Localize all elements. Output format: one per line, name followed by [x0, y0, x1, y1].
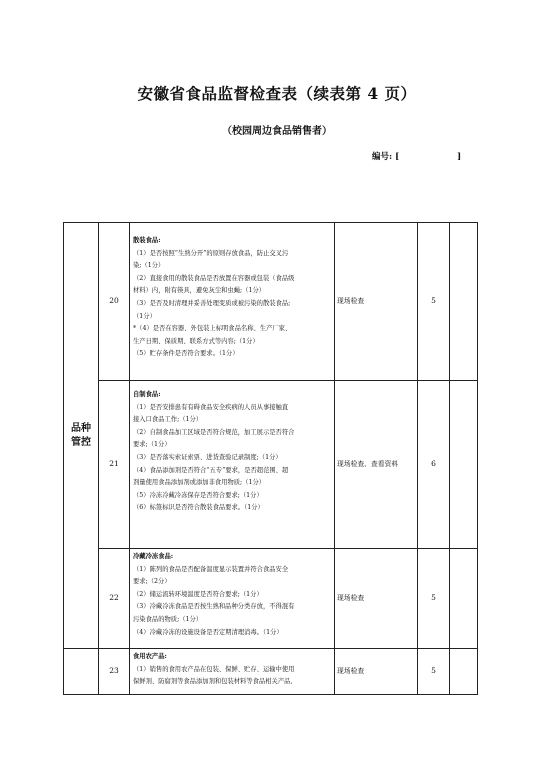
item-heading: 自制食品: — [133, 391, 161, 398]
item-score: 5 — [418, 549, 450, 649]
result-cell[interactable] — [450, 223, 478, 381]
item-content — [130, 381, 335, 549]
result-cell[interactable] — [450, 649, 478, 695]
requirement-line: （1）陈列的食品是否配备温度显示装置并符合食品安全 — [133, 565, 289, 573]
requirement-line: （6）标签标识是否符合散装食品要求。（1分） — [133, 504, 264, 512]
requirement-line: 生产日期、保质期、联系方式等内容;（1分） — [133, 337, 259, 345]
requirement-line: 接入口食品工作;（1分） — [133, 416, 203, 424]
document-title: 安徽省食品监督检查表（续表第 4 页） — [137, 84, 417, 103]
code-label: 编号: — [372, 152, 393, 162]
inspection-method: 现场检查 — [335, 649, 418, 695]
requirement-line: 剂量使用食品添加剂或添加非食用物质;（1分） — [133, 479, 266, 487]
item-content — [130, 549, 335, 649]
table-row — [64, 549, 478, 649]
table-row — [64, 223, 478, 381]
requirement-line: 染;（1分） — [133, 262, 165, 270]
item-number: 22 — [99, 549, 130, 649]
item-number: 20 — [99, 223, 130, 381]
requirement-line: （1）销售的食用农产品在包装、保鲜、贮存、运输中使用 — [133, 665, 295, 673]
table-row — [64, 649, 478, 695]
requirement-line: （2）储运流转环境温度是否符合要求;（1分） — [133, 590, 263, 598]
inspection-method: 现场检查 — [335, 549, 418, 649]
requirement-line: 污染食品的物质;（1分） — [133, 615, 203, 623]
inspection-method: 现场检查 — [335, 223, 418, 381]
requirement-line: （4）冷藏冷冻的设施设备是否定期清理消毒。（1分） — [133, 628, 283, 636]
requirement-line: （1）是否按照“生熟分开”的原则存放食品，防止交叉污 — [133, 249, 289, 257]
item-heading: 散装食品: — [133, 237, 161, 244]
category-label: 管控 — [71, 436, 91, 448]
code-field — [372, 150, 461, 162]
item-score: 6 — [418, 381, 450, 549]
requirement-line: （1）是否安排患有有碍食品安全疾病的人员从事接触直 — [133, 403, 289, 411]
item-heading: 食用农产品: — [133, 653, 167, 660]
item-number: 23 — [99, 649, 130, 695]
result-cell[interactable] — [450, 549, 478, 649]
requirement-line: （2）直接食用的散装食品是否放置在容器或包装（食品级 — [133, 274, 295, 282]
item-number: 21 — [99, 381, 130, 549]
item-score: 5 — [418, 223, 450, 381]
requirement-line: 要求;（1分） — [133, 441, 171, 449]
code-close-bracket: ] — [457, 152, 462, 162]
requirement-line: 材料）内，附有筷具，避免灰尘和虫蝇;（1分） — [133, 287, 266, 295]
requirement-line: （1分） — [133, 312, 156, 320]
item-score: 5 — [418, 649, 450, 695]
requirement-line: （5）冷冻冷藏冷冻保存是否符合要求;（1分） — [133, 491, 263, 499]
item-heading: 冷藏冷冻食品: — [133, 553, 174, 560]
result-cell[interactable] — [450, 381, 478, 549]
item-content — [130, 223, 335, 381]
code-open-bracket: [ — [395, 152, 400, 162]
category-cell-empty — [64, 649, 99, 695]
requirement-line: （3）是否落实索证索票、进货查验记录制度;（1分） — [133, 453, 282, 461]
inspection-table — [63, 222, 478, 695]
category-cell — [64, 223, 99, 649]
table-row — [64, 381, 478, 549]
requirement-line: （5）贮存条件是否符合要求。（1分） — [133, 350, 239, 358]
requirement-line: （2）自制食品加工区域是否符合规范，加工展示是否符合 — [133, 428, 295, 436]
inspection-method: 现场检查、查看资料 — [335, 381, 418, 549]
requirement-line: （3）冷藏冷冻食品是否按生熟和品种分类存放，不得混有 — [133, 603, 295, 611]
requirement-line: *（4）是否在容器、外包装上标明食品名称、生产厂家、 — [133, 325, 292, 333]
requirement-line: 要求;（2分） — [133, 578, 171, 586]
document-subtitle: （校园周边食品销售者） — [222, 126, 332, 137]
category-label: 品种 — [71, 422, 91, 434]
requirement-line: （3）是否及时清理并妥善处理变质或被污染的散装食品; — [133, 299, 291, 307]
requirement-line: 保鲜剂、防腐剂等食品添加剂和包装材料等食品相关产品, — [133, 678, 293, 686]
requirement-line: （4）食品添加剂是否符合“五专”要求，是否超范围、超 — [133, 466, 289, 474]
item-content — [130, 649, 335, 695]
